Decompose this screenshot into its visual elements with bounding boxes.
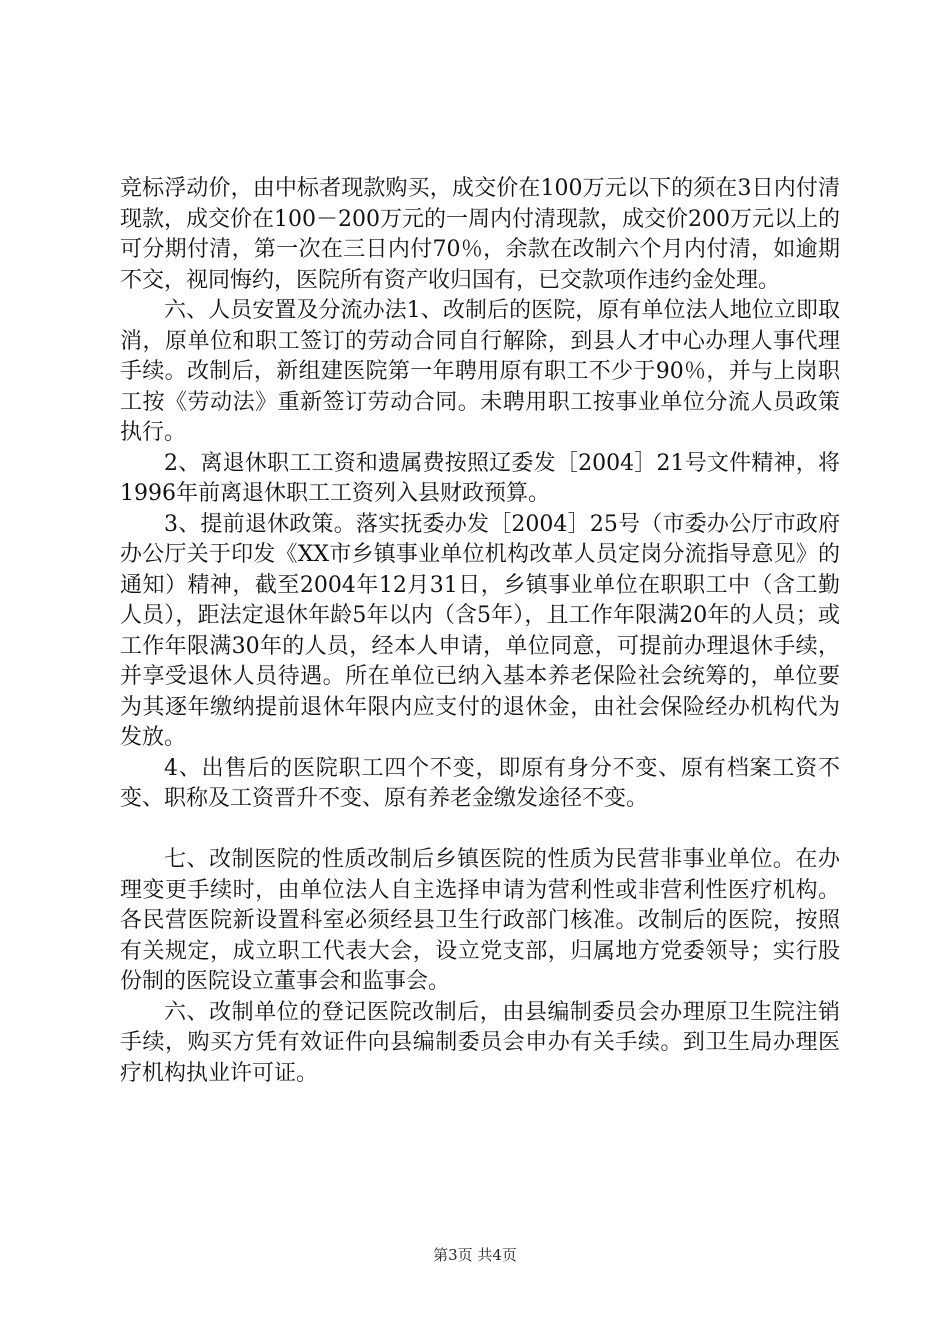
paragraph-early-retirement: 3、提前退休政策。落实抚委办发［2004］25号（市委办公厅市政府办公厅关于印发《XX市乡镇事业单位机构改革人员定岗分流指导意见》的通知）精神，截至2004年12月31日，乡镇事业单位在职职工中（含工勤人员），距法定退休年龄5年以内（含5年），且工作年限满20年的人员；或工作年限满30年的人员，经本人申请，单位同意，可提前办理退休手续，并享受退休人员待遇。所在单位已纳入基本养老保险社会统筹的，单位要为其逐年缴纳提前退休年限内应支付的退休金，由社会保险经办机构代为发放。 <box>120 511 840 750</box>
paragraph-spacer <box>120 815 840 846</box>
body-text <box>120 174 840 1089</box>
paragraph-personnel-placement: 六、人员安置及分流办法1、改制后的医院，原有单位法人地位立即取消，原单位和职工签订的劳动合同自行解除，到县人才中心办理人事代理手续。改制后，新组建医院第一年聘用原有职工不少于90％，并与上岗职工按《劳动法》重新签订劳动合同。未聘用职工按事业单位分流人员政策执行。 <box>120 298 840 445</box>
paragraph-hospital-nature: 七、改制医院的性质改制后乡镇医院的性质为民营非事业单位。在办理变更手续时，由单位法人自主选择申请为营利性或非营利性医疗机构。各民营医院新设置科室必须经县卫生行政部门核准。改制后的医院，按照有关规定，成立职工代表大会，设立党支部，归属地方党委领导；实行股份制的医院设立董事会和监事会。 <box>120 847 840 994</box>
paragraph-retiree-wages: 2、离退休职工工资和遗属费按照辽委发［2004］21号文件精神，将1996年前离退休职工工资列入县财政预算。 <box>120 450 840 506</box>
page-number-footer: 第3页 共4页 <box>433 1246 517 1264</box>
paragraph-continuation: 竞标浮动价，由中标者现款购买，成交价在100万元以下的须在3日内付清现款，成交价在100－200万元的一周内付清现款，成交价200万元以上的可分期付清，第一次在三日内付70％，余款在改制六个月内付清，如逾期不交，视同悔约，医院所有资产收归国有，已交款项作违约金处理。 <box>120 176 840 293</box>
paragraph-four-unchanged: 4、出售后的医院职工四个不变，即原有身分不变、原有档案工资不变、职称及工资晋升不变、原有养老金缴发途径不变。 <box>120 755 840 811</box>
paragraph-registration: 六、改制单位的登记医院改制后，由县编制委员会办理原卫生院注销手续，购买方凭有效证件向县编制委员会申办有关手续。到卫生局办理医疗机构执业许可证。 <box>120 999 840 1086</box>
